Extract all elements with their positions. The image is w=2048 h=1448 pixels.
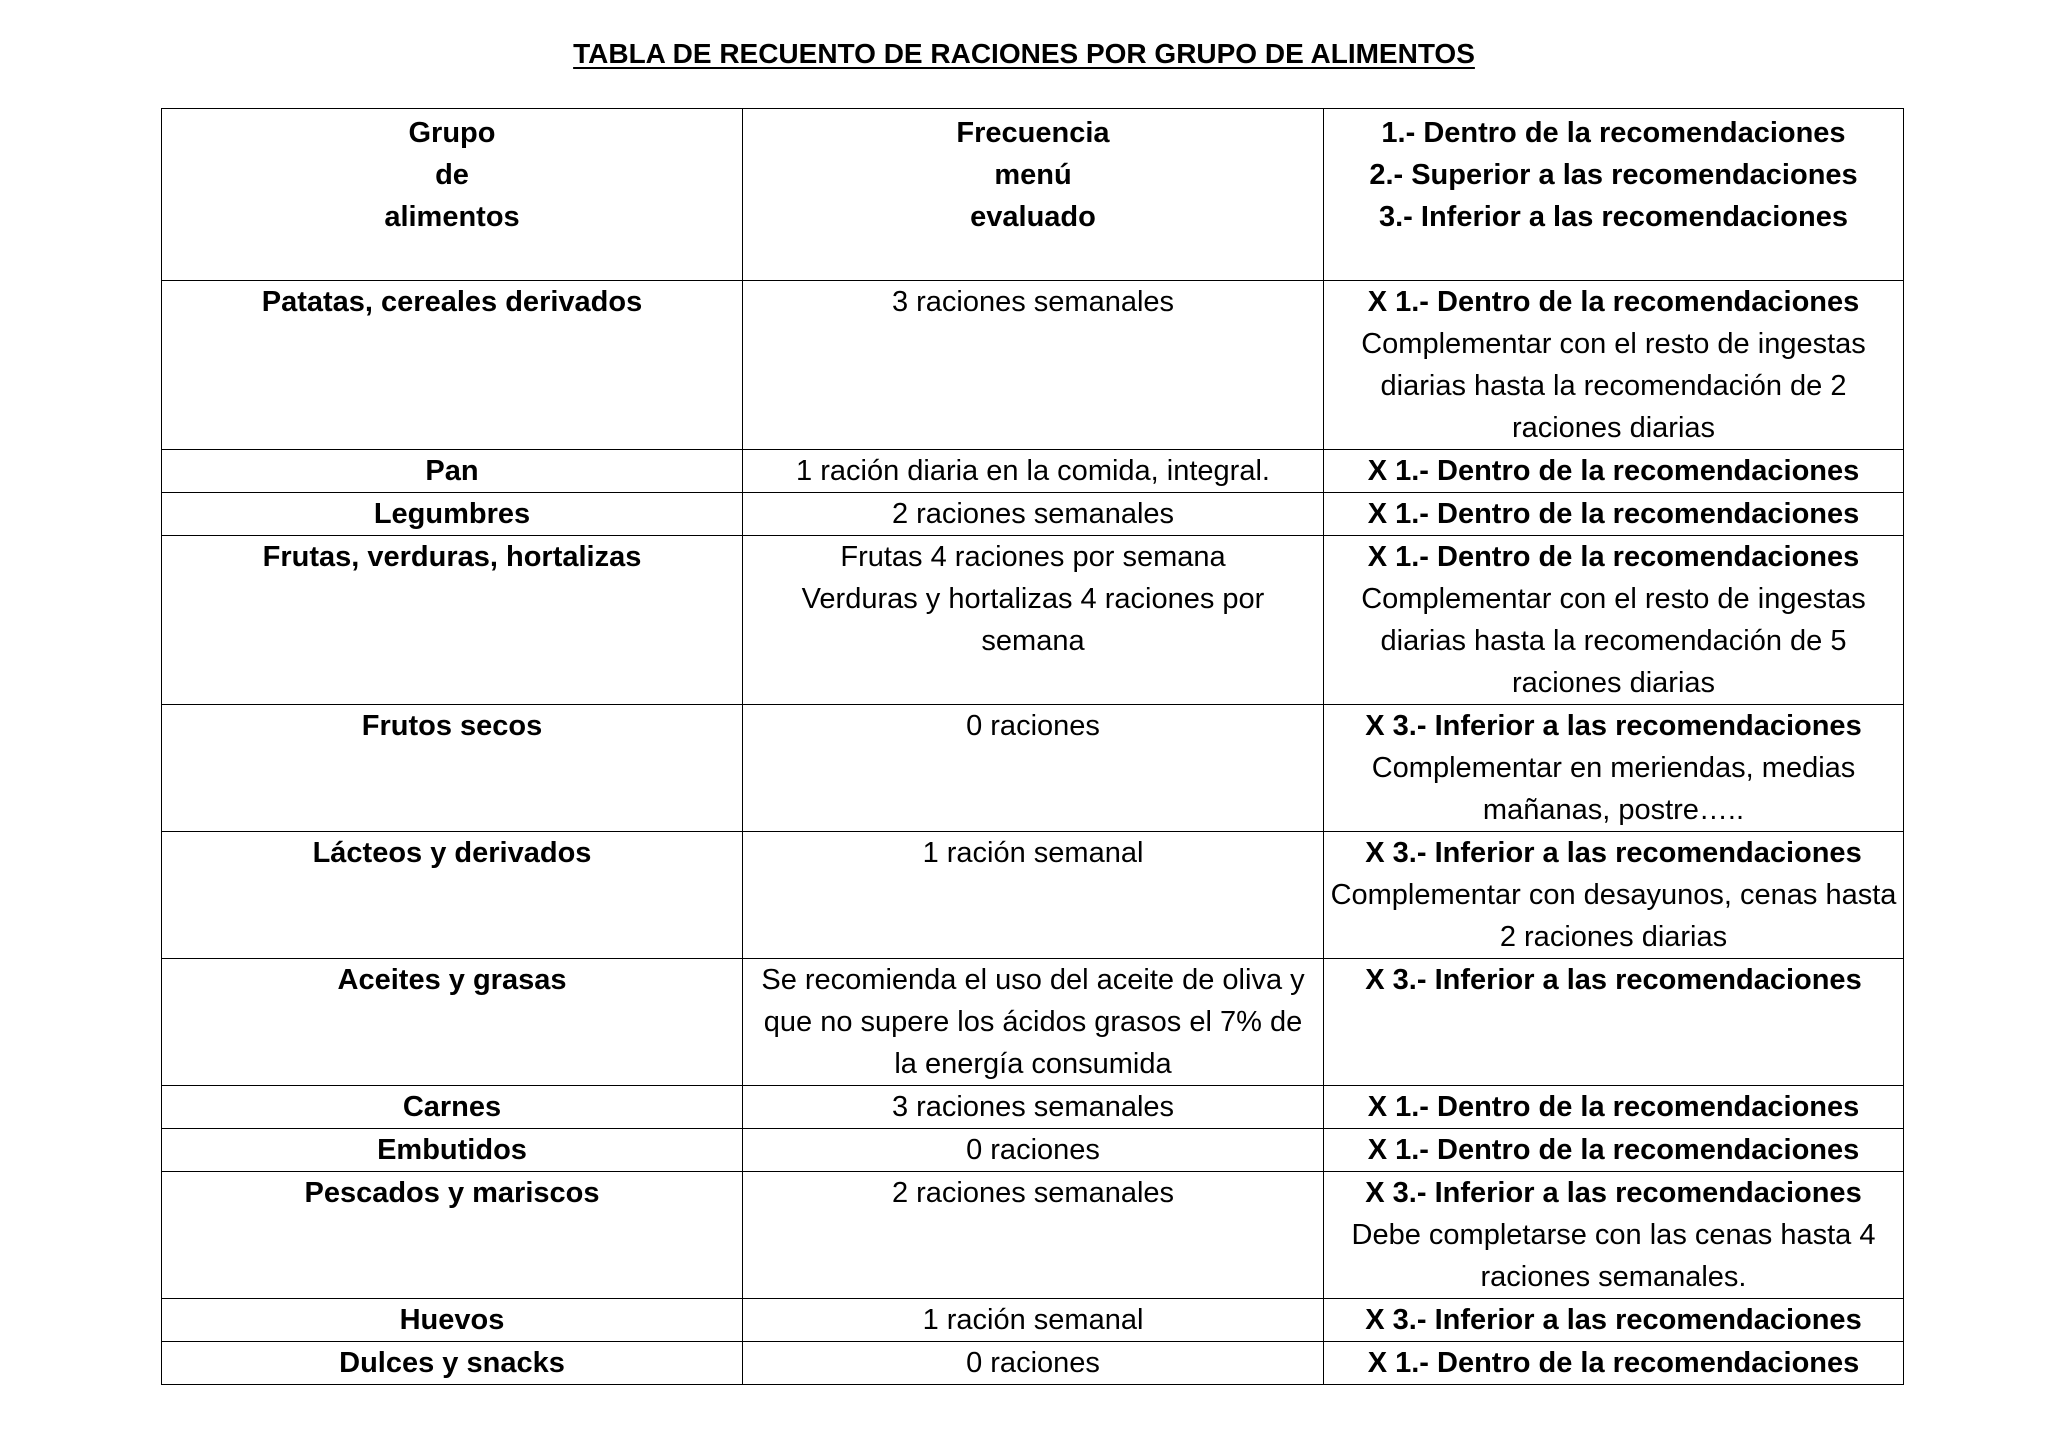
assessment-status: X 1.- Dentro de la recomendaciones <box>1367 455 1860 487</box>
frequency-cell: 2 raciones semanales <box>743 1172 1324 1299</box>
food-group-cell: Frutos secos <box>162 705 743 832</box>
table-row <box>162 832 1904 959</box>
header-food-group: Grupo de alimentos <box>162 109 743 281</box>
frequency-cell: 3 raciones semanales <box>743 1086 1324 1129</box>
assessment-status: X 3.- Inferior a las recomendaciones <box>1365 1304 1862 1336</box>
assessment-cell <box>1324 705 1904 832</box>
assessment-note: Complementar con desayunos, cenas hasta 2 raciones diarias <box>1330 879 1897 953</box>
assessment-cell <box>1324 1299 1904 1342</box>
food-group-cell: Pescados y mariscos <box>162 1172 743 1299</box>
table-row <box>162 959 1904 1086</box>
frequency-cell: 0 raciones <box>743 1129 1324 1172</box>
table-body <box>162 109 1904 1385</box>
assessment-status: X 3.- Inferior a las recomendaciones <box>1365 1177 1862 1209</box>
assessment-status: X 1.- Dentro de la recomendaciones <box>1367 541 1860 573</box>
frequency-cell: Se recomienda el uso del aceite de oliva y que no supere los ácidos grasos el 7% de la energía consumida <box>743 959 1324 1086</box>
assessment-cell <box>1324 536 1904 705</box>
assessment-status: X 1.- Dentro de la recomendaciones <box>1367 1091 1860 1123</box>
food-group-cell: Patatas, cereales derivados <box>162 281 743 450</box>
table-row <box>162 1299 1904 1342</box>
assessment-status: X 1.- Dentro de la recomendaciones <box>1367 286 1860 318</box>
assessment-status: X 1.- Dentro de la recomendaciones <box>1367 1347 1860 1379</box>
header-assessment-legend: 1.- Dentro de la recomendaciones 2.- Superior a las recomendaciones 3.- Inferior a las recomendaciones <box>1324 109 1904 281</box>
header-frequency: Frecuencia menú evaluado <box>743 109 1324 281</box>
frequency-cell: 0 raciones <box>743 705 1324 832</box>
frequency-cell: 1 ración semanal <box>743 832 1324 959</box>
table-row <box>162 1129 1904 1172</box>
table-row <box>162 1172 1904 1299</box>
frequency-cell: 1 ración diaria en la comida, integral. <box>743 450 1324 493</box>
table-row <box>162 1086 1904 1129</box>
assessment-note: Complementar con el resto de ingestas diarias hasta la recomendación de 5 raciones diarias <box>1361 583 1866 699</box>
assessment-cell <box>1324 959 1904 1086</box>
table-row <box>162 493 1904 536</box>
rations-table <box>161 108 1904 1385</box>
assessment-status: X 3.- Inferior a las recomendaciones <box>1365 710 1862 742</box>
assessment-cell <box>1324 1129 1904 1172</box>
food-group-cell: Aceites y grasas <box>162 959 743 1086</box>
food-group-cell: Carnes <box>162 1086 743 1129</box>
assessment-cell <box>1324 281 1904 450</box>
assessment-status: X 1.- Dentro de la recomendaciones <box>1367 498 1860 530</box>
assessment-cell <box>1324 832 1904 959</box>
food-group-cell: Dulces y snacks <box>162 1342 743 1385</box>
table-row <box>162 281 1904 450</box>
assessment-note: Complementar con el resto de ingestas diarias hasta la recomendación de 2 raciones diarias <box>1361 328 1866 444</box>
assessment-cell <box>1324 1086 1904 1129</box>
food-group-cell: Legumbres <box>162 493 743 536</box>
table-row <box>162 536 1904 705</box>
assessment-note: Complementar en meriendas, medias mañanas, postre….. <box>1371 752 1856 826</box>
table-row <box>162 705 1904 832</box>
assessment-status: X 3.- Inferior a las recomendaciones <box>1365 964 1862 996</box>
frequency-cell: 3 raciones semanales <box>743 281 1324 450</box>
food-group-cell: Huevos <box>162 1299 743 1342</box>
food-group-cell: Pan <box>162 450 743 493</box>
frequency-cell: 1 ración semanal <box>743 1299 1324 1342</box>
assessment-cell <box>1324 493 1904 536</box>
assessment-cell <box>1324 450 1904 493</box>
assessment-status: X 1.- Dentro de la recomendaciones <box>1367 1134 1860 1166</box>
frequency-cell: 2 raciones semanales <box>743 493 1324 536</box>
frequency-cell: Frutas 4 raciones por semana Verduras y hortalizas 4 raciones por semana <box>743 536 1324 705</box>
food-group-cell: Lácteos y derivados <box>162 832 743 959</box>
frequency-cell: 0 raciones <box>743 1342 1324 1385</box>
food-group-cell: Embutidos <box>162 1129 743 1172</box>
assessment-note: Debe completarse con las cenas hasta 4 raciones semanales. <box>1351 1219 1876 1293</box>
table-row <box>162 1342 1904 1385</box>
table-row <box>162 450 1904 493</box>
document-title: TABLA DE RECUENTO DE RACIONES POR GRUPO DE ALIMENTOS <box>573 38 1475 69</box>
assessment-cell <box>1324 1342 1904 1385</box>
food-group-cell: Frutas, verduras, hortalizas <box>162 536 743 705</box>
assessment-status: X 3.- Inferior a las recomendaciones <box>1365 837 1862 869</box>
assessment-cell <box>1324 1172 1904 1299</box>
table-header-row <box>162 109 1904 281</box>
